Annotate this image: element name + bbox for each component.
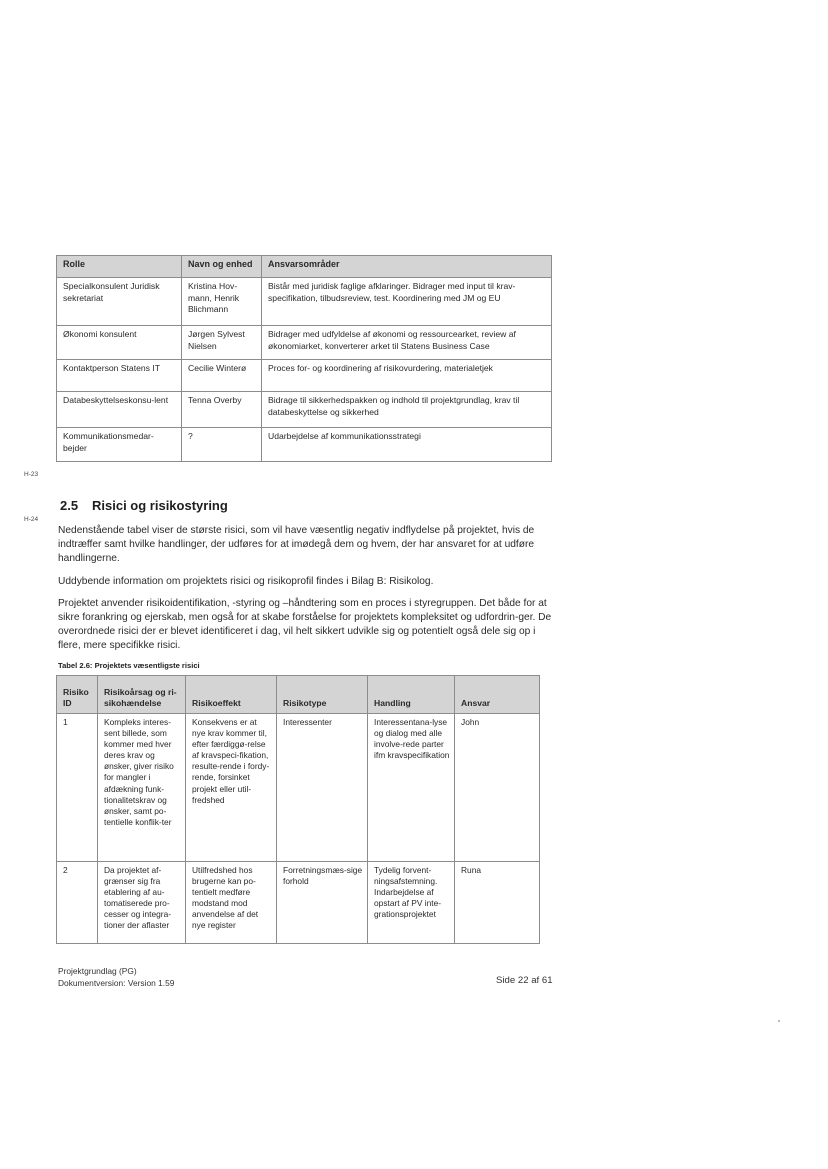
table-caption: Tabel 2.6: Projektets væsentligste risici xyxy=(58,661,200,670)
header-risiko-id: Risiko ID xyxy=(57,676,98,714)
risk-table xyxy=(56,675,540,944)
header-ansvar: Ansvar xyxy=(455,676,540,714)
header-risikotype: Risikotype xyxy=(277,676,368,714)
table-cell: Da projektet af-grænser sig fra etablering af au-tomatiserede pro-cesser og integra-tioner der aflaster xyxy=(98,862,186,944)
table-row xyxy=(57,278,552,326)
section-title: Risici og risikostyring xyxy=(92,498,228,513)
table-cell: Kontaktperson Statens IT xyxy=(57,360,182,392)
table-cell: Jørgen Sylvest Nielsen xyxy=(182,326,262,360)
scan-speck xyxy=(778,1020,780,1022)
table-cell: Specialkonsulent Juridisk sekretariat xyxy=(57,278,182,326)
table-cell: 1 xyxy=(57,714,98,862)
table-row xyxy=(57,326,552,360)
footer-page-number: Side 22 af 61 xyxy=(496,975,553,986)
roles-table-header xyxy=(57,256,552,278)
paragraph-intro: Nedenstående tabel viser de største risici, som vil have væsentlig negativ indflydelse på projektet, hvis de indtræffer samt hvilke handlinger, der udføres for at imødegå dem og hvem, der har ansvaret for at udføre handlingerne. xyxy=(58,525,535,564)
roles-table xyxy=(56,255,552,462)
table-cell: Interessenter xyxy=(277,714,368,862)
table-row xyxy=(57,392,552,428)
paragraph-bilag-reference: Uddybende information om projektets risici og risikoprofil findes i Bilag B: Risikolog. xyxy=(58,576,434,587)
table-cell: Runa xyxy=(455,862,540,944)
table-cell: John xyxy=(455,714,540,862)
header-rolle: Rolle xyxy=(57,256,182,278)
margin-note-h23: H-23 xyxy=(24,471,39,478)
table-cell: Bidrage til sikkerhedspakken og indhold til projektgrundlag, krav til databeskyttelse og sikkerhed xyxy=(262,392,552,428)
table-cell: ? xyxy=(182,428,262,462)
table-cell: Forretningsmæs-sige forhold xyxy=(277,862,368,944)
table-cell: Cecilie Winterø xyxy=(182,360,262,392)
table-row xyxy=(57,862,540,944)
table-cell: Udarbejdelse af kommunikationsstrategi xyxy=(262,428,552,462)
table-cell: Bistår med juridisk faglige afklaringer. Bidrager med input til krav-specifikation, tilbudsreview, test. Koordinering med JM og EU xyxy=(262,278,552,326)
header-navn-og-enhed: Navn og enhed xyxy=(182,256,262,278)
section-heading xyxy=(60,498,228,513)
table-row xyxy=(57,428,552,462)
table-cell: Kompleks interes-sent billede, som kommer med hver deres krav og ønsker, giver risiko for mangler i afdækning funk-tionalitetskrav og ønsker, samt po-tentielle konflik-ter xyxy=(98,714,186,862)
paragraph-process: Projektet anvender risikoidentifikation, -styring og –håndtering som en proces i styregruppen. Det både for at sikre forankring og ejerskab, men også for at skabe forståelse for projektets kompleksitet og udfordrin-ger. De overordnede risici der er blevet identificeret i dag, vil helt sikkert udvikle sig og potentielt også dele sig op i flere, mere specifikke risici. xyxy=(58,598,552,651)
table-row xyxy=(57,714,540,862)
table-cell: Tydelig forvent-ningsafstemning. Indarbejdelse af opstart af PV inte-grationsprojektet xyxy=(368,862,455,944)
table-cell: Økonomi konsulent xyxy=(57,326,182,360)
table-cell: Konsekvens er at nye krav kommer til, efter færdiggø-relse af kravspeci-fikation, resulte-rende i fordy-rende, forsinket projekt eller util-fredshed xyxy=(186,714,277,862)
margin-note-h24: H-24 xyxy=(24,516,39,523)
risk-table-header xyxy=(57,676,540,714)
table-cell: Proces for- og koordinering af risikovurdering, materialetjek xyxy=(262,360,552,392)
table-cell: Interessentana-lyse og dialog med alle involve-rede parter ifm kravspecifikation xyxy=(368,714,455,862)
table-cell: Bidrager med udfyldelse af økonomi og ressourcearket, review af økonomiarket, konverterer arket til Statens Business Case xyxy=(262,326,552,360)
header-risikoeffekt: Risikoeffekt xyxy=(186,676,277,714)
table-cell: Utilfredshed hos brugerne kan po-tentielt medføre modstand mod anvendelse af det nye register xyxy=(186,862,277,944)
table-row xyxy=(57,360,552,392)
footer-left xyxy=(58,965,174,989)
table-cell: Kristina Hov-mann, Henrik Blichmann xyxy=(182,278,262,326)
table-cell: 2 xyxy=(57,862,98,944)
header-handling: Handling xyxy=(368,676,455,714)
table-cell: Kommunikationsmedar-bejder xyxy=(57,428,182,462)
header-risikoaarsag: Risikoårsag og ri-sikohændelse xyxy=(98,676,186,714)
section-number: 2.5 xyxy=(60,498,79,513)
table-cell: Tenna Overby xyxy=(182,392,262,428)
footer-doc-version: Dokumentversion: Version 1.59 xyxy=(58,978,175,988)
table-cell: Databeskyttelseskonsu-lent xyxy=(57,392,182,428)
footer-doc-title: Projektgrundlag (PG) xyxy=(58,966,137,976)
header-ansvarsomraader: Ansvarsområder xyxy=(262,256,552,278)
